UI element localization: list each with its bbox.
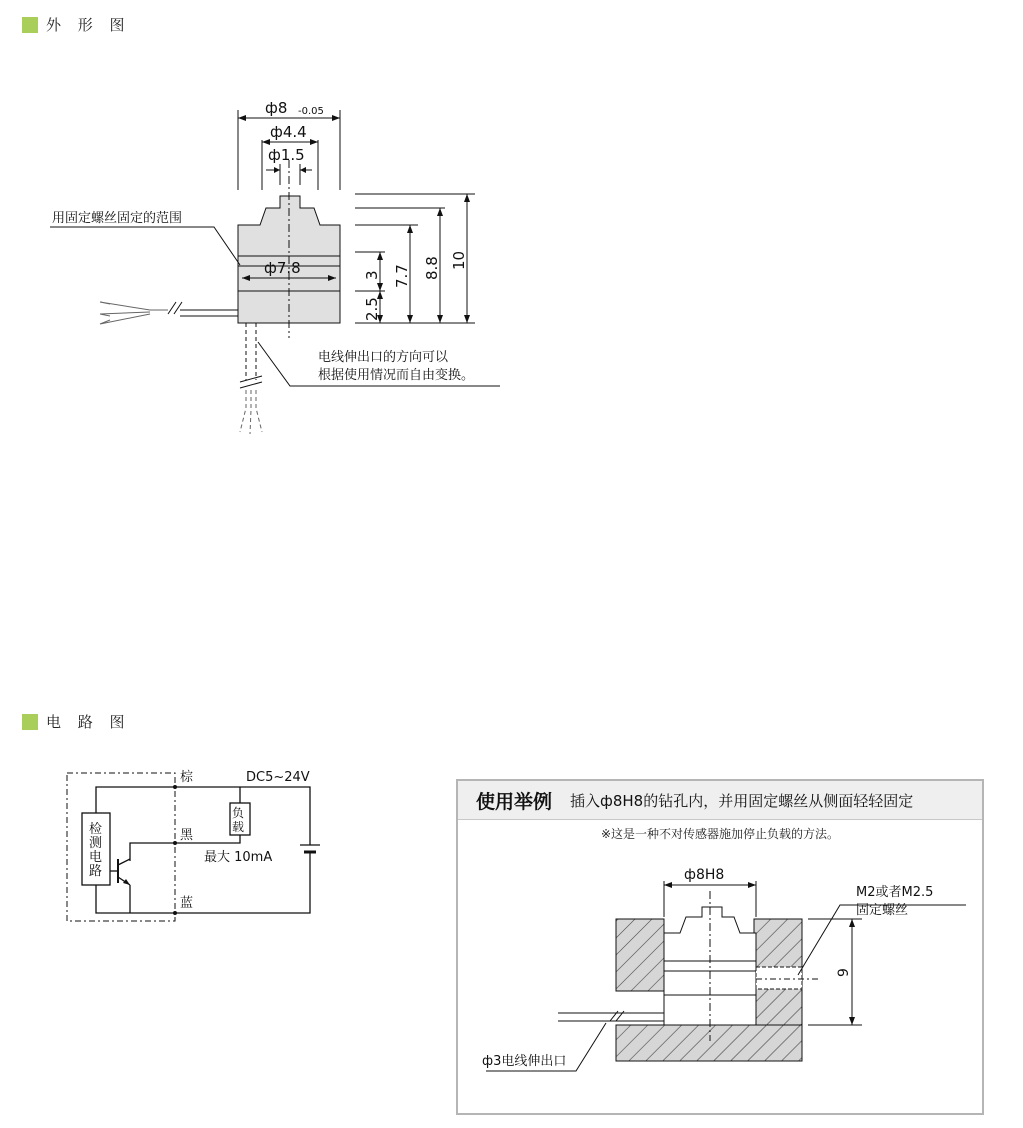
dim-2-5: 2.5 — [363, 297, 381, 321]
screw-label-1: M2或者M2.5 — [856, 885, 934, 900]
usage-drawing — [458, 841, 982, 1113]
dim-phi4-4: ф4.4 — [270, 123, 307, 141]
detect-label-3: 电 — [89, 850, 103, 865]
dim-phi8: ф8 — [265, 99, 288, 117]
section-marker-icon — [22, 714, 38, 730]
terminal-brown: 棕 — [180, 770, 194, 785]
wire-exit-label: ф3电线伸出口 — [482, 1054, 567, 1069]
dim-3: 3 — [363, 270, 381, 280]
dim-8-8: 8.8 — [423, 256, 441, 280]
dim-phi7-8: ф7.8 — [264, 259, 301, 277]
load-label-2: 载 — [232, 820, 245, 834]
circuit-diagram — [60, 765, 340, 935]
dim-phi1-5: ф1.5 — [268, 146, 305, 164]
load-label-1: 负 — [232, 806, 245, 820]
label-screw-range: 用固定螺丝固定的范围 — [52, 211, 183, 226]
dim-phi8-tolerance: -0.05 — [298, 106, 324, 117]
outline-section-title — [22, 14, 131, 35]
detect-label-2: 测 — [89, 836, 103, 851]
detect-label-4: 路 — [89, 864, 103, 879]
usage-example-panel — [456, 779, 984, 1115]
usage-description: 插入ф8H8的钻孔内，并用固定螺丝从侧面轻轻固定 — [570, 791, 914, 810]
note-line-2: 根据使用情况而自由变换。 — [318, 368, 475, 383]
usage-title: 使用举例 — [476, 790, 553, 813]
note-line-1: 电线伸出口的方向可以 — [318, 350, 449, 365]
screw-label-2: 固定螺丝 — [856, 903, 909, 918]
circuit-title-text: 电 路 图 — [46, 713, 131, 731]
outline-title-text: 外 形 图 — [46, 16, 131, 34]
dim-9: 9 — [836, 968, 852, 977]
section-marker-icon — [22, 17, 38, 33]
circuit-section-title — [22, 711, 131, 732]
terminal-blue: 蓝 — [180, 896, 194, 911]
detect-label-1: 检 — [89, 822, 103, 837]
dim-7-7: 7.7 — [393, 264, 411, 288]
hole-dimension: ф8H8 — [684, 867, 725, 883]
usage-note: ※这是一种不对传感器施加停止负载的方法。 — [600, 827, 840, 841]
dim-10: 10 — [450, 250, 468, 270]
usage-panel-header — [458, 781, 982, 820]
outline-drawing — [0, 80, 520, 450]
supply-voltage: DC5~24V — [246, 770, 310, 785]
terminal-black: 黑 — [180, 828, 194, 843]
max-current: 最大 10mA — [204, 850, 273, 865]
